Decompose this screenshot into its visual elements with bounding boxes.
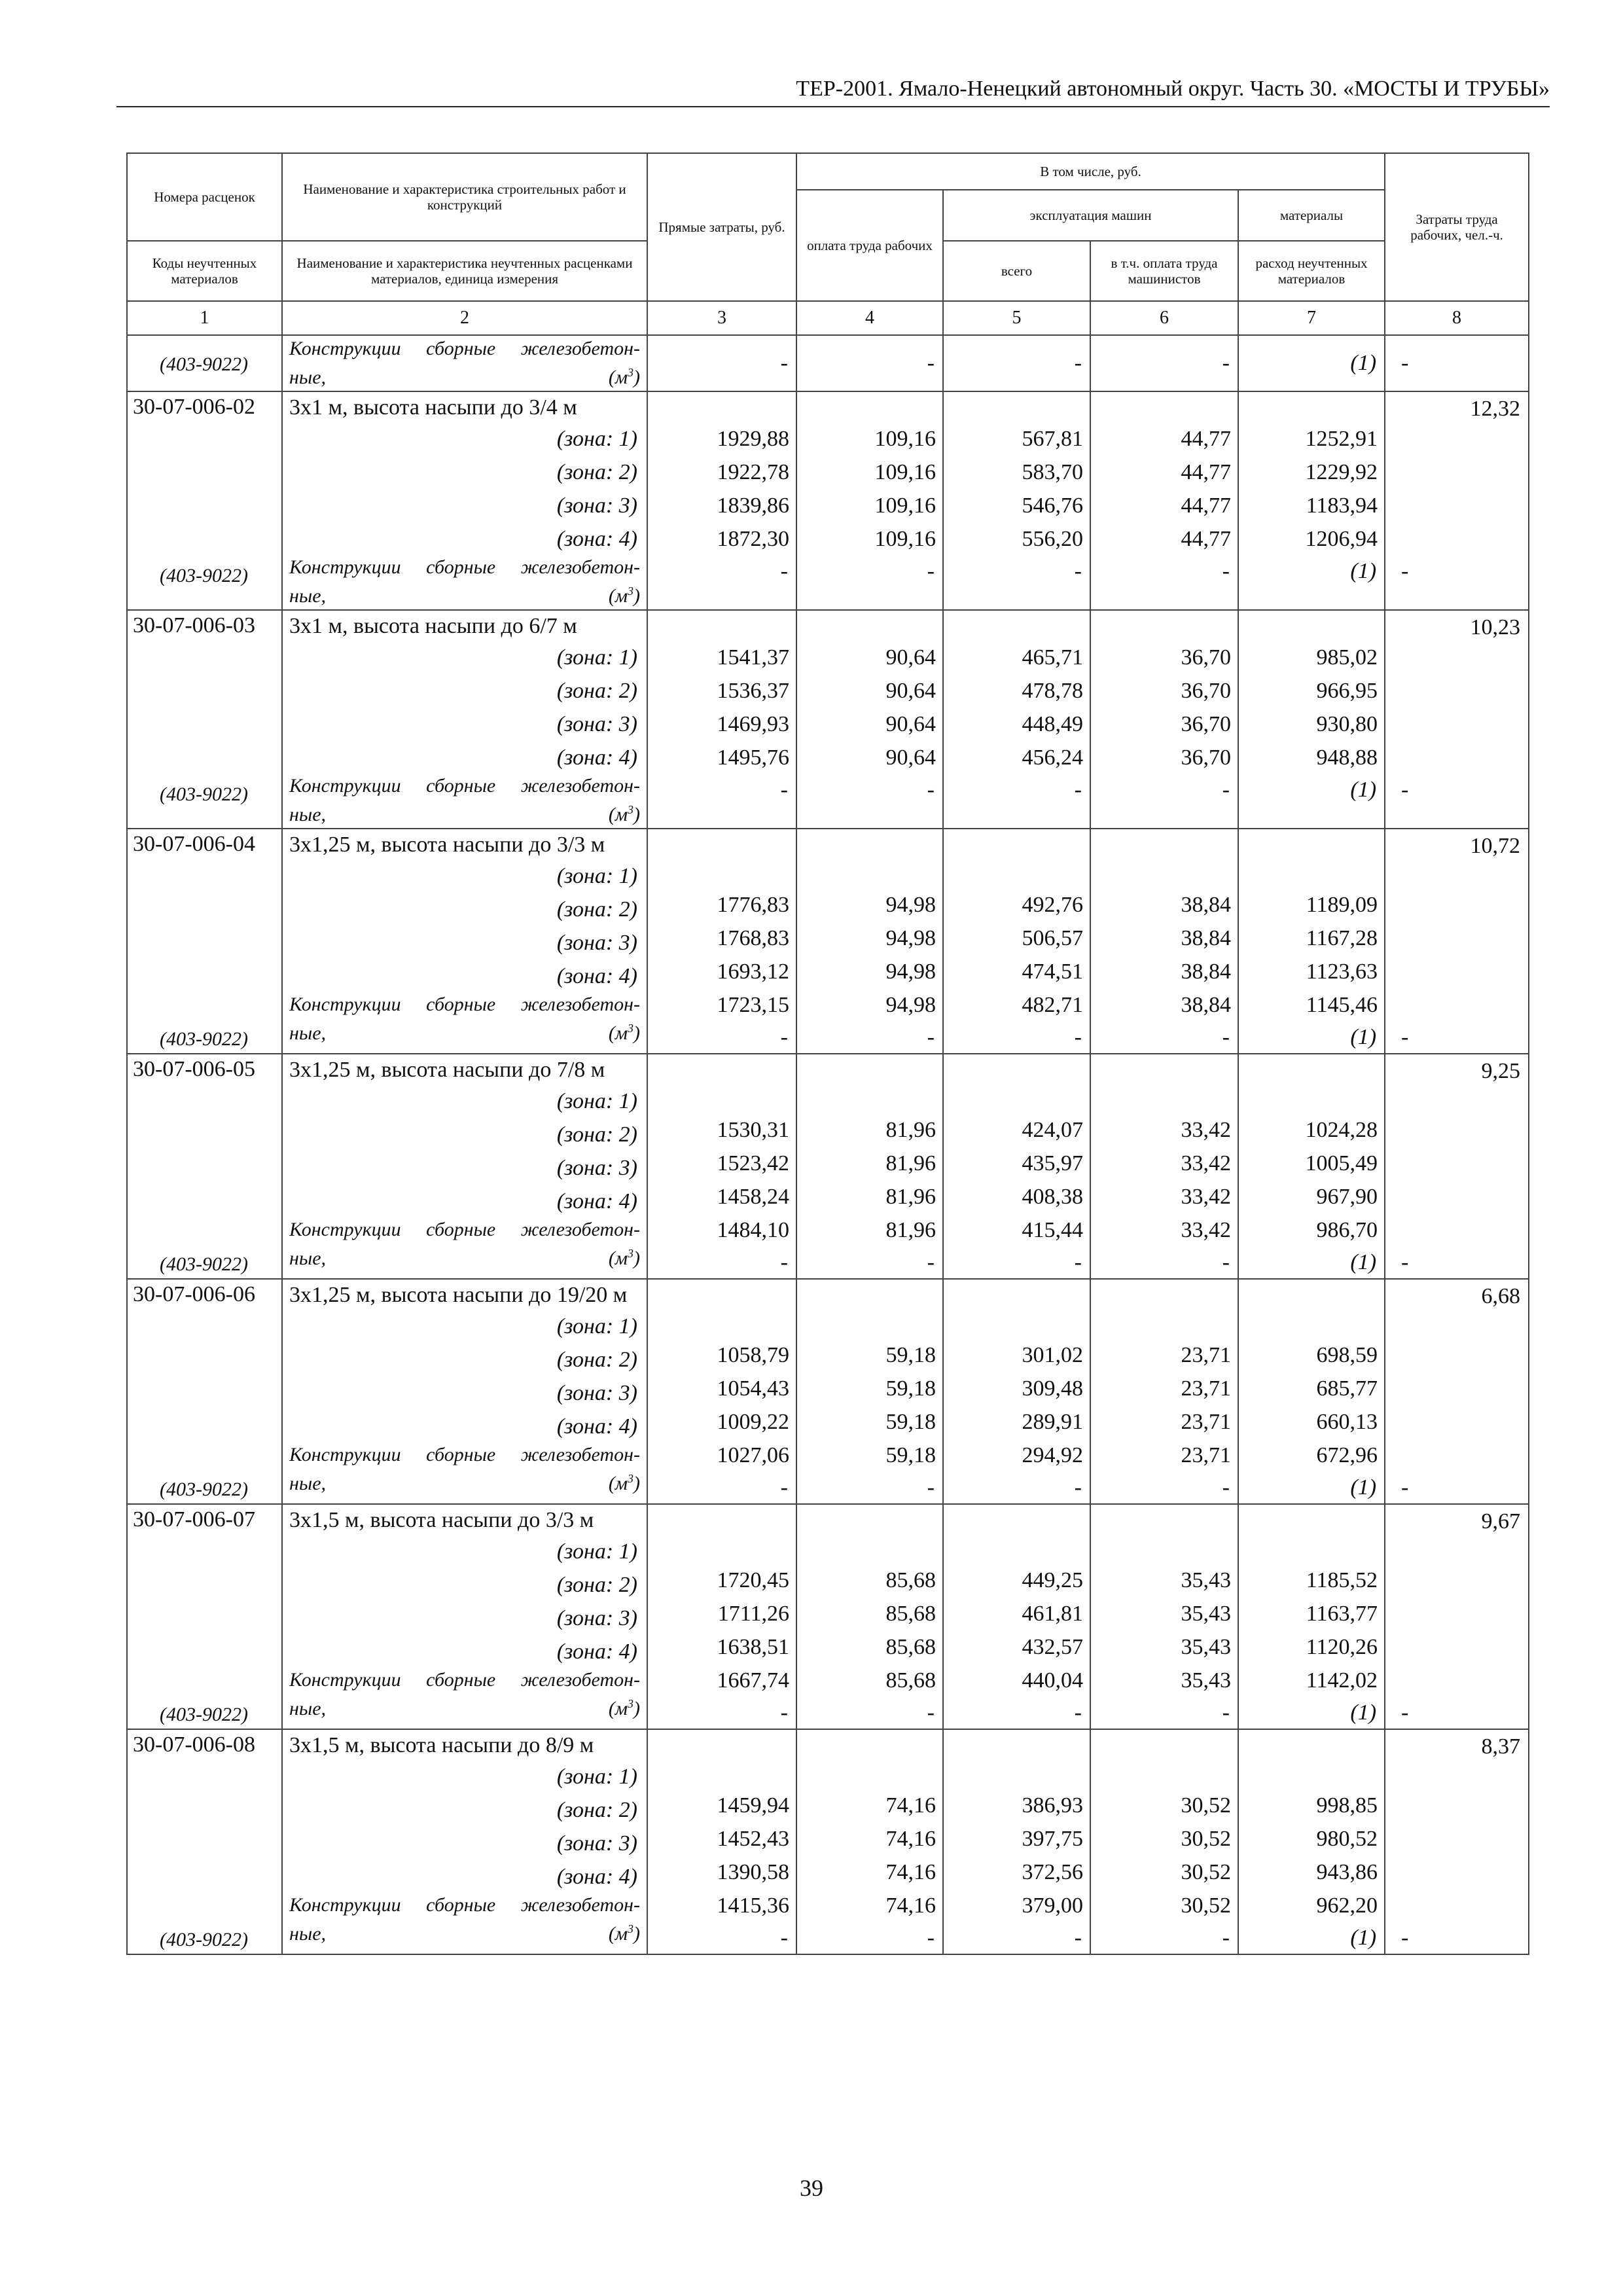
rate-title: 3х1,5 м, высота насыпи до 8/9 м (289, 1733, 594, 1757)
cell-c7: 660,13 (1316, 1410, 1378, 1434)
labor-costs: 10,23 (1470, 615, 1521, 639)
cell-c7: 698,59 (1316, 1343, 1378, 1367)
zone-label: (зона: 4) (556, 745, 637, 770)
cell-c4: 109,16 (874, 527, 936, 551)
cell-c7: 985,02 (1316, 645, 1378, 670)
zone-label: (зона: 1) (556, 645, 637, 670)
cell-c5: 386,93 (1022, 1793, 1083, 1818)
material-c6: - (1222, 1700, 1230, 1725)
cell-c5: 567,81 (1022, 427, 1083, 451)
rate-code: 30-07-006-06 (133, 1282, 255, 1306)
material-direct-costs: - (780, 351, 788, 375)
material-name: Конструкции сборные железобетон- ные, $(м^3)$ (289, 775, 640, 825)
cell-c5: 294,92 (1022, 1443, 1083, 1467)
header-work-name: Наименование и характеристика строительных работ и конструкций (282, 153, 647, 241)
cell-c3: 1054,43 (717, 1376, 789, 1401)
cell-c6: 44,77 (1181, 427, 1231, 451)
cell-c5: 440,04 (1022, 1668, 1083, 1693)
zone-label: (зона: 1) (556, 1089, 637, 1113)
page-number: 39 (800, 2175, 823, 2201)
rate-record (127, 1504, 1529, 1729)
cell-c6: 30,52 (1181, 1827, 1231, 1851)
material-name: Конструкции сборные железобетон- ные, $(м^3)$ (289, 1894, 640, 1945)
cell-c7: 1005,49 (1305, 1151, 1378, 1175)
table-body (127, 335, 1529, 1954)
material-c5: - (1074, 1700, 1082, 1725)
cell-c5: 424,07 (1022, 1118, 1083, 1142)
rate-code: 30-07-006-05 (133, 1057, 255, 1081)
cell-c7: 1120,26 (1306, 1635, 1378, 1659)
column-number: 1 (127, 301, 282, 335)
column-number: 6 (1090, 301, 1238, 335)
material-c4: - (927, 1250, 935, 1274)
cell-c6: 44,77 (1181, 493, 1231, 518)
material-c7: (1) (1350, 1926, 1377, 1950)
cell-c3: 1839,86 (717, 493, 789, 518)
material-machinist-pay: - (1222, 351, 1230, 375)
cell-c7: 1024,28 (1305, 1118, 1378, 1142)
column-number: 7 (1238, 301, 1385, 335)
cell-c6: 44,77 (1181, 460, 1231, 484)
cell-c5: 583,70 (1022, 460, 1083, 484)
material-c7: (1) (1350, 1475, 1377, 1499)
cell-c7: 1206,94 (1305, 527, 1378, 551)
zone-label: (зона: 1) (556, 1539, 637, 1564)
cell-c5: 289,91 (1022, 1410, 1083, 1434)
cell-c3: 1638,51 (717, 1635, 789, 1659)
cell-c3: 1495,76 (717, 745, 789, 770)
rate-title: 3х1,25 м, высота насыпи до 19/20 м (289, 1283, 628, 1307)
cell-c6: 36,70 (1181, 712, 1231, 736)
cell-c5: 301,02 (1022, 1343, 1083, 1367)
material-name: Конструкции сборные железобетон- ные, $(м^3)$ (289, 994, 640, 1044)
zone-label: (зона: 4) (556, 527, 637, 551)
table-header (127, 153, 1529, 335)
cell-c4: 94,98 (885, 993, 936, 1017)
material-c8: - (1401, 1475, 1409, 1499)
cell-c5: 546,76 (1022, 493, 1083, 518)
cell-c7: 1183,94 (1306, 493, 1378, 518)
material-code: (403-9022) (160, 353, 248, 375)
material-code: (403-9022) (160, 565, 248, 586)
header-machine-total: всего (943, 241, 1090, 301)
cell-c4: 94,98 (885, 960, 936, 984)
cell-c7: 998,85 (1316, 1793, 1378, 1818)
cell-c6: 33,42 (1181, 1151, 1231, 1175)
header-materials: материалы (1238, 190, 1385, 241)
zone-label: (зона: 4) (556, 1865, 637, 1889)
material-c7: (1) (1350, 778, 1377, 802)
cell-c4: 109,16 (874, 460, 936, 484)
zone-label: (зона: 4) (556, 1189, 637, 1213)
cell-c3: 1415,36 (717, 1893, 789, 1918)
column-numbers-row (127, 301, 1529, 335)
material-c4: - (927, 1926, 935, 1950)
cell-c3: 1720,45 (717, 1568, 789, 1592)
header-machinist-pay: в т.ч. оплата труда машинистов (1090, 241, 1238, 301)
rate-title: 3х1 м, высота насыпи до 6/7 м (289, 614, 577, 638)
cell-c4: 81,96 (885, 1151, 936, 1175)
cell-c7: 1189,09 (1306, 893, 1378, 917)
cell-c3: 1027,06 (717, 1443, 789, 1467)
rate-code: 30-07-006-08 (133, 1732, 255, 1757)
material-c4: - (927, 778, 935, 802)
material-c7: (1) (1350, 1700, 1377, 1725)
zone-label: (зона: 1) (556, 1765, 637, 1789)
cell-c3: 1536,37 (717, 679, 789, 703)
material-machine-total: - (1074, 351, 1082, 375)
cell-c7: 1252,91 (1305, 427, 1378, 451)
cell-c6: 38,84 (1181, 926, 1231, 950)
labor-costs: 8,37 (1481, 1734, 1521, 1759)
material-c7: (1) (1350, 1250, 1377, 1274)
cell-c4: 90,64 (885, 645, 936, 670)
cell-c5: 449,25 (1022, 1568, 1083, 1592)
material-name: Конструкции сборные железобетон- ные, $(м^3)$ (289, 338, 640, 388)
material-c3: - (780, 559, 788, 583)
cell-c7: 1229,92 (1305, 460, 1378, 484)
material-c8: - (1401, 1700, 1409, 1725)
cell-c6: 36,70 (1181, 679, 1231, 703)
material-c6: - (1222, 1250, 1230, 1274)
cell-c4: 59,18 (885, 1343, 936, 1367)
material-code: (403-9022) (160, 783, 248, 805)
zone-label: (зона: 2) (556, 897, 637, 922)
material-name: Конструкции сборные железобетон- ные, $(м^3)$ (289, 1444, 640, 1494)
cell-c5: 408,38 (1022, 1185, 1083, 1209)
zone-label: (зона: 2) (556, 1122, 637, 1147)
zone-label: (зона: 3) (556, 712, 637, 736)
cell-c7: 1185,52 (1306, 1568, 1378, 1592)
column-number: 2 (282, 301, 647, 335)
cell-c4: 74,16 (885, 1827, 936, 1851)
column-number: 8 (1385, 301, 1529, 335)
cell-c6: 33,42 (1181, 1118, 1231, 1142)
material-c5: - (1074, 1475, 1082, 1499)
material-labor-costs: - (1401, 351, 1409, 375)
cell-c6: 44,77 (1181, 527, 1231, 551)
header-rate-numbers: Номера расценок (127, 153, 282, 241)
price-table (126, 152, 1529, 1955)
rate-record (127, 1054, 1529, 1279)
cell-c5: 465,71 (1022, 645, 1083, 670)
material-code: (403-9022) (160, 1704, 248, 1725)
cell-c4: 109,16 (874, 493, 936, 518)
material-c5: - (1074, 778, 1082, 802)
cell-c6: 35,43 (1181, 1602, 1231, 1626)
rate-title: 3х1,5 м, высота насыпи до 3/3 м (289, 1508, 594, 1532)
material-c5: - (1074, 1025, 1082, 1049)
material-code: (403-9022) (160, 1929, 248, 1950)
zone-label: (зона: 1) (556, 427, 637, 451)
cell-c6: 36,70 (1181, 645, 1231, 670)
cell-c5: 482,71 (1022, 993, 1083, 1017)
labor-costs: 6,68 (1481, 1284, 1521, 1308)
cell-c3: 1667,74 (717, 1668, 789, 1693)
running-header: ТЕР-2001. Ямало-Ненецкий автономный округ. Часть 30. «МОСТЫ И ТРУБЫ» (116, 72, 1550, 107)
zone-label: (зона: 4) (556, 1640, 637, 1664)
cell-c4: 81,96 (885, 1185, 936, 1209)
cell-c3: 1922,78 (717, 460, 789, 484)
cell-c3: 1768,83 (717, 926, 789, 950)
rate-record (127, 391, 1529, 610)
cell-c5: 456,24 (1022, 745, 1083, 770)
rate-record (127, 610, 1529, 829)
zone-label: (зона: 4) (556, 1414, 637, 1439)
cell-c4: 94,98 (885, 926, 936, 950)
material-c5: - (1074, 1926, 1082, 1950)
cell-c6: 35,43 (1181, 1635, 1231, 1659)
material-c3: - (780, 1025, 788, 1049)
labor-costs: 10,72 (1470, 834, 1521, 858)
cell-c6: 30,52 (1181, 1793, 1231, 1818)
material-name: Конструкции сборные железобетон- ные, $(м^3)$ (289, 556, 640, 607)
cell-c4: 94,98 (885, 893, 936, 917)
cell-c6: 23,71 (1181, 1443, 1231, 1467)
cell-c5: 397,75 (1022, 1827, 1083, 1851)
cell-c6: 23,71 (1181, 1343, 1231, 1367)
header-labor-costs: Затраты труда рабочих, чел.-ч. (1385, 153, 1529, 301)
material-c4: - (927, 1025, 935, 1049)
cell-c3: 1484,10 (717, 1218, 789, 1242)
zone-label: (зона: 2) (556, 1798, 637, 1822)
zone-label: (зона: 1) (556, 864, 637, 888)
cell-c6: 23,71 (1181, 1410, 1231, 1434)
cell-c6: 23,71 (1181, 1376, 1231, 1401)
cell-c6: 36,70 (1181, 745, 1231, 770)
material-c8: - (1401, 778, 1409, 802)
header-machine-operation: эксплуатация машин (943, 190, 1238, 241)
cell-c7: 930,80 (1316, 712, 1378, 736)
cell-c6: 35,43 (1181, 1568, 1231, 1592)
rate-title: 3х1,25 м, высота насыпи до 3/3 м (289, 833, 605, 857)
cell-c4: 90,64 (885, 679, 936, 703)
material-c4: - (927, 1475, 935, 1499)
cell-c5: 461,81 (1022, 1602, 1083, 1626)
rate-record (127, 1729, 1529, 1954)
header-material-names: Наименование и характеристика неучтенных расценками материалов, единица измерения (282, 241, 647, 301)
cell-c4: 85,68 (885, 1668, 936, 1693)
cell-c4: 59,18 (885, 1443, 936, 1467)
cell-c3: 1541,37 (717, 645, 789, 670)
cell-c4: 90,64 (885, 745, 936, 770)
cell-c3: 1523,42 (717, 1151, 789, 1175)
zone-label: (зона: 3) (556, 1156, 637, 1180)
cell-c5: 556,20 (1022, 527, 1083, 551)
cell-c5: 492,76 (1022, 893, 1083, 917)
cell-c6: 38,84 (1181, 893, 1231, 917)
cell-c3: 1390,58 (717, 1860, 789, 1884)
column-number: 4 (796, 301, 943, 335)
material-c3: - (780, 1700, 788, 1725)
material-c8: - (1401, 1250, 1409, 1274)
material-c6: - (1222, 1025, 1230, 1049)
material-row (127, 335, 1529, 391)
cell-c3: 1458,24 (717, 1185, 789, 1209)
cell-c3: 1872,30 (717, 527, 789, 551)
material-c8: - (1401, 559, 1409, 583)
cell-c4: 74,16 (885, 1893, 936, 1918)
cell-c7: 962,20 (1316, 1893, 1378, 1918)
cell-c5: 435,97 (1022, 1151, 1083, 1175)
cell-c5: 506,57 (1022, 926, 1083, 950)
rate-record (127, 1279, 1529, 1504)
cell-c3: 1009,22 (717, 1410, 789, 1434)
material-c6: - (1222, 1475, 1230, 1499)
cell-c3: 1469,93 (717, 712, 789, 736)
material-c6: - (1222, 559, 1230, 583)
material-consumption: (1) (1350, 351, 1377, 375)
rate-code: 30-07-006-07 (133, 1507, 255, 1532)
cell-c4: 59,18 (885, 1410, 936, 1434)
material-c4: - (927, 559, 935, 583)
cell-c7: 1142,02 (1306, 1668, 1378, 1693)
rate-title: 3х1 м, высота насыпи до 3/4 м (289, 395, 577, 420)
header-material-consumption: расход неучтенных материалов (1238, 241, 1385, 301)
material-c3: - (780, 1475, 788, 1499)
zone-label: (зона: 2) (556, 1573, 637, 1597)
material-worker-pay: - (927, 351, 935, 375)
material-c5: - (1074, 1250, 1082, 1274)
zone-label: (зона: 3) (556, 1606, 637, 1630)
cell-c6: 35,43 (1181, 1668, 1231, 1693)
cell-c3: 1929,88 (717, 427, 789, 451)
zone-label: (зона: 1) (556, 1314, 637, 1338)
cell-c5: 309,48 (1022, 1376, 1083, 1401)
header-direct-costs: Прямые затраты, руб. (647, 153, 796, 301)
material-c7: (1) (1350, 1025, 1377, 1049)
cell-c4: 90,64 (885, 712, 936, 736)
cell-c4: 85,68 (885, 1568, 936, 1592)
material-c7: (1) (1350, 559, 1377, 583)
cell-c4: 74,16 (885, 1793, 936, 1818)
labor-costs: 12,32 (1470, 397, 1521, 421)
material-c8: - (1401, 1926, 1409, 1950)
cell-c3: 1693,12 (717, 960, 789, 984)
cell-c5: 474,51 (1022, 960, 1083, 984)
cell-c4: 85,68 (885, 1635, 936, 1659)
zone-label: (зона: 2) (556, 679, 637, 703)
cell-c4: 81,96 (885, 1218, 936, 1242)
rate-record (127, 829, 1529, 1054)
column-number: 3 (647, 301, 796, 335)
cell-c6: 30,52 (1181, 1893, 1231, 1918)
rate-code: 30-07-006-04 (133, 832, 255, 856)
zone-label: (зона: 2) (556, 1348, 637, 1372)
cell-c3: 1530,31 (717, 1118, 789, 1142)
cell-c7: 1145,46 (1306, 993, 1378, 1017)
cell-c5: 478,78 (1022, 679, 1083, 703)
cell-c4: 85,68 (885, 1602, 936, 1626)
material-c6: - (1222, 778, 1230, 802)
cell-c4: 109,16 (874, 427, 936, 451)
material-c3: - (780, 1250, 788, 1274)
cell-c4: 74,16 (885, 1860, 936, 1884)
cell-c3: 1058,79 (717, 1343, 789, 1367)
zone-label: (зона: 2) (556, 460, 637, 484)
material-c8: - (1401, 1025, 1409, 1049)
cell-c5: 379,00 (1022, 1893, 1083, 1918)
header-material-codes: Коды неучтенных материалов (127, 241, 282, 301)
cell-c5: 432,57 (1022, 1635, 1083, 1659)
cell-c7: 948,88 (1316, 745, 1378, 770)
cell-c4: 59,18 (885, 1376, 936, 1401)
rate-code: 30-07-006-03 (133, 613, 255, 637)
material-code: (403-9022) (160, 1028, 248, 1050)
zone-label: (зона: 3) (556, 1381, 637, 1405)
cell-c3: 1723,15 (717, 993, 789, 1017)
material-c3: - (780, 1926, 788, 1950)
cell-c7: 943,86 (1316, 1860, 1378, 1884)
material-c3: - (780, 778, 788, 802)
material-name: Конструкции сборные железобетон- ные, $(м^3)$ (289, 1669, 640, 1719)
cell-c6: 33,42 (1181, 1218, 1231, 1242)
cell-c7: 672,96 (1316, 1443, 1378, 1467)
zone-label: (зона: 3) (556, 493, 637, 518)
cell-c6: 33,42 (1181, 1185, 1231, 1209)
material-c6: - (1222, 1926, 1230, 1950)
cell-c7: 1163,77 (1306, 1602, 1378, 1626)
cell-c6: 38,84 (1181, 960, 1231, 984)
cell-c6: 30,52 (1181, 1860, 1231, 1884)
cell-c3: 1711,26 (717, 1602, 789, 1626)
cell-c7: 685,77 (1316, 1376, 1378, 1401)
cell-c5: 448,49 (1022, 712, 1083, 736)
cell-c3: 1776,83 (717, 893, 789, 917)
rate-title: 3х1,25 м, высота насыпи до 7/8 м (289, 1058, 605, 1082)
cell-c3: 1452,43 (717, 1827, 789, 1851)
cell-c5: 372,56 (1022, 1860, 1083, 1884)
zone-label: (зона: 4) (556, 964, 637, 988)
cell-c3: 1459,94 (717, 1793, 789, 1818)
labor-costs: 9,67 (1481, 1509, 1521, 1534)
cell-c7: 1167,28 (1306, 926, 1378, 950)
cell-c4: 81,96 (885, 1118, 936, 1142)
cell-c7: 980,52 (1316, 1827, 1378, 1851)
material-name: Конструкции сборные железобетон- ные, $(м^3)$ (289, 1219, 640, 1269)
rate-code: 30-07-006-02 (133, 395, 255, 419)
zone-label: (зона: 3) (556, 931, 637, 955)
cell-c5: 415,44 (1022, 1218, 1083, 1242)
material-code: (403-9022) (160, 1253, 248, 1275)
material-code: (403-9022) (160, 1479, 248, 1500)
material-c5: - (1074, 559, 1082, 583)
cell-c7: 966,95 (1316, 679, 1378, 703)
header-worker-pay: оплата труда рабочих (796, 190, 943, 301)
labor-costs: 9,25 (1481, 1059, 1521, 1083)
cell-c6: 38,84 (1181, 993, 1231, 1017)
cell-c7: 986,70 (1316, 1218, 1378, 1242)
cell-c7: 967,90 (1316, 1185, 1378, 1209)
zone-label: (зона: 3) (556, 1831, 637, 1856)
material-c4: - (927, 1700, 935, 1725)
header-including: В том числе, руб. (796, 153, 1385, 190)
cell-c7: 1123,63 (1306, 960, 1378, 984)
column-number: 5 (943, 301, 1090, 335)
